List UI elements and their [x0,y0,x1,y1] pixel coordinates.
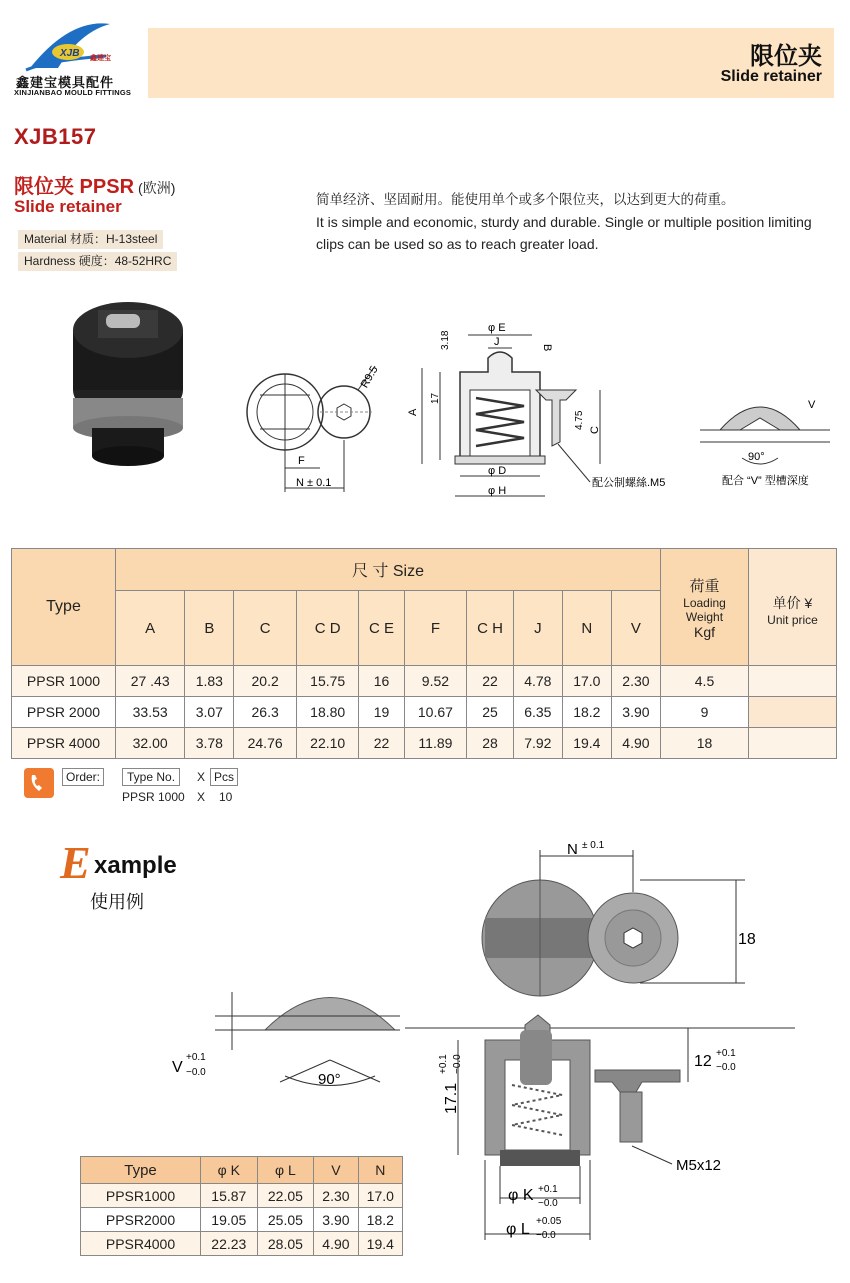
svg-text:N ± 0.1: N ± 0.1 [296,477,332,489]
order-label: Order: [62,768,104,786]
svg-text:φ L: φ L [506,1221,530,1238]
example-cell: 22.05 [257,1184,314,1208]
row-type: PPSR 2000 [12,697,116,728]
type-header: Type [12,549,116,666]
example-cell: 18.2 [358,1208,402,1232]
example-column-header: φ L [257,1157,314,1184]
row-value: 3.78 [185,728,234,759]
example-cell: 19.05 [201,1208,258,1232]
example-cell: 4.90 [314,1232,358,1256]
order-example-type: PPSR 1000 [122,790,185,804]
description-cn: 简单经济、坚固耐用。能使用单个或多个限位夹，以达到更大的荷重。 [316,192,735,207]
svg-text:−0.0: −0.0 [538,1198,558,1209]
row-value: 15.75 [296,666,359,697]
size-column-header: C D [296,591,359,666]
row-value: 26.3 [234,697,297,728]
example-cell: 17.0 [358,1184,402,1208]
row-load: 9 [661,697,749,728]
product-name-en: Slide retainer [14,197,122,216]
svg-text:+0.1: +0.1 [538,1184,558,1195]
order-example-times: X [197,790,206,804]
example-title-cn: 使用例 [90,892,144,912]
table-row [12,697,837,728]
example-column-header: Type [81,1157,201,1184]
table-row [12,666,837,697]
size-column-header: C H [467,591,514,666]
svg-text:B: B [541,344,553,352]
row-load: 18 [661,728,749,759]
example-column-header: φ K [201,1157,258,1184]
row-value: 18.80 [296,697,359,728]
row-value: 27 .43 [116,666,185,697]
svg-text:A: A [407,408,419,416]
size-column-header: C E [359,591,404,666]
model-number: XJB157 [14,124,97,149]
row-value: 3.07 [185,697,234,728]
description-en: It is simple and economic, sturdy and durable. Single or multiple position limiting clips can be used so as to reach greater load. [316,214,812,252]
logo-badge: XJB [60,48,80,59]
brand-name-en: XINJIANBAO MOULD FITTINGS [14,88,132,97]
technical-drawing [0,290,850,520]
svg-text:90°: 90° [318,1071,341,1088]
svg-text:F: F [298,455,305,467]
page-title-en: Slide retainer [720,68,822,85]
row-value: 17.0 [562,666,611,697]
row-value: 28 [467,728,514,759]
example-column-header: V [314,1157,358,1184]
row-price [749,728,837,759]
row-value: 19.4 [562,728,611,759]
row-value: 16 [359,666,404,697]
example-initial: E [60,837,91,888]
svg-text:3.18: 3.18 [440,330,451,350]
size-column-header: F [404,591,467,666]
example-cell: 19.4 [358,1232,402,1256]
svg-text:φ H: φ H [488,485,507,497]
svg-text:+0.05: +0.05 [536,1216,562,1227]
size-column-header: C [234,591,297,666]
svg-text:V: V [172,1059,183,1076]
phone-icon [24,768,54,798]
row-load: 4.5 [661,666,749,697]
svg-text:R9.5: R9.5 [358,364,381,391]
row-value: 1.83 [185,666,234,697]
row-value: 20.2 [234,666,297,697]
row-type: PPSR 4000 [12,728,116,759]
example-table [80,1156,403,1256]
order-times: X [197,770,206,784]
product-photo [73,302,183,466]
material-spec: Material 材质：H-13steel [18,230,163,249]
svg-text:+0.1: +0.1 [716,1048,736,1059]
example-cell: PPSR1000 [81,1184,201,1208]
example-cell: 2.30 [314,1184,358,1208]
example-cell: 28.05 [257,1232,314,1256]
price-header: 单价 ¥ Unit price [749,549,837,666]
row-value: 22.10 [296,728,359,759]
row-value: 3.90 [611,697,660,728]
example-cell: 22.23 [201,1232,258,1256]
product-region: (欧洲) [138,180,176,196]
row-value: 4.78 [513,666,562,697]
row-value: 18.2 [562,697,611,728]
header-band [148,28,834,98]
size-table [11,548,837,759]
example-cell: 15.87 [201,1184,258,1208]
row-value: 22 [359,728,404,759]
example-cell: PPSR2000 [81,1208,201,1232]
size-header: 尺 寸 Size [116,549,661,591]
row-value: 9.52 [404,666,467,697]
svg-text:M5x12: M5x12 [676,1157,722,1174]
svg-text:φ D: φ D [488,465,507,477]
svg-text:N: N [567,841,578,858]
svg-text:12: 12 [694,1053,712,1070]
svg-text:J: J [494,336,500,348]
svg-text:17: 17 [430,392,441,404]
row-value: 2.30 [611,666,660,697]
row-value: 7.92 [513,728,562,759]
logo-badge-sub: 鑫建宝 [90,54,111,62]
row-value: 24.76 [234,728,297,759]
svg-text:−0.0: −0.0 [186,1067,206,1078]
svg-text:4.75: 4.75 [574,410,585,430]
example-cell: 25.05 [257,1208,314,1232]
hardness-spec: Hardness 硬度：48-52HRC [18,252,177,271]
row-value: 19 [359,697,404,728]
row-price [749,666,837,697]
example-title: xample [94,852,177,879]
page-title-cn: 限位夹 [750,43,822,70]
example-row [81,1232,403,1256]
order-type-no: Type No. [122,768,180,786]
row-value: 25 [467,697,514,728]
example-column-header: N [358,1157,402,1184]
row-value: 6.35 [513,697,562,728]
row-type: PPSR 1000 [12,666,116,697]
svg-text:V: V [808,399,816,411]
example-cell: PPSR4000 [81,1232,201,1256]
row-value: 4.90 [611,728,660,759]
svg-text:φ K: φ K [508,1187,534,1204]
row-value: 33.53 [116,697,185,728]
table-row [12,728,837,759]
size-column-header: N [562,591,611,666]
brand-name-cn: 鑫建宝模具配件 [16,75,115,90]
svg-text:−0.0: −0.0 [452,1054,463,1074]
svg-text:配公制螺絲.M5: 配公制螺絲.M5 [592,477,666,489]
svg-text:C: C [589,426,601,434]
order-example-qty: 10 [219,790,233,804]
row-value: 10.67 [404,697,467,728]
size-column-header: A [116,591,185,666]
svg-text:18: 18 [738,931,756,948]
svg-text:+0.1: +0.1 [438,1054,449,1074]
row-value: 22 [467,666,514,697]
svg-text:−0.0: −0.0 [716,1062,736,1073]
svg-text:± 0.1: ± 0.1 [582,840,605,851]
row-value: 11.89 [404,728,467,759]
svg-text:90°: 90° [748,451,765,463]
svg-text:+0.1: +0.1 [186,1052,206,1063]
svg-text:φ E: φ E [488,322,506,334]
svg-text:17.1: 17.1 [443,1082,460,1114]
order-pcs: Pcs [210,768,238,786]
size-column-header: B [185,591,234,666]
size-column-header: V [611,591,660,666]
svg-text:−0.0: −0.0 [536,1230,556,1241]
example-row [81,1184,403,1208]
example-row [81,1208,403,1232]
product-name-cn: 限位夹 PPSR (欧洲) [14,176,176,198]
size-column-header: J [513,591,562,666]
load-header: 荷重 Loading Weight Kgf [661,549,749,666]
svg-text:配合 “V” 型槽深度: 配合 “V” 型槽深度 [722,475,809,487]
row-price [749,697,837,728]
example-cell: 3.90 [314,1208,358,1232]
row-value: 32.00 [116,728,185,759]
